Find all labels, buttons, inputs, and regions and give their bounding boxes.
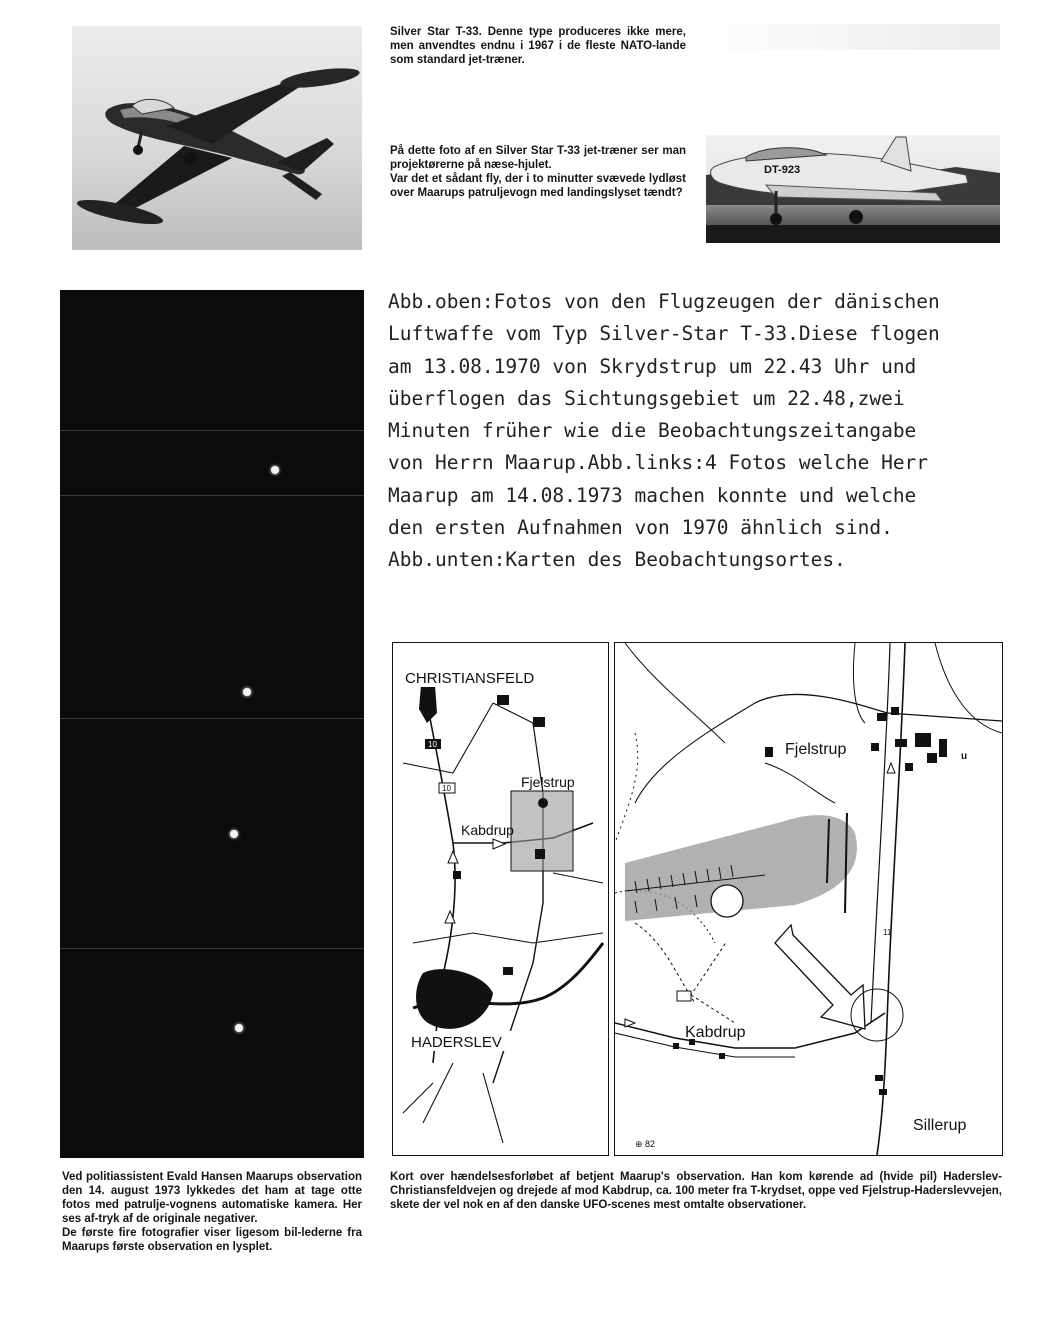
label-fjelstrup: Fjelstrup	[521, 774, 575, 790]
light-spot	[271, 466, 279, 474]
caption-silver-star-1: Silver Star T-33. Denne type produceres ikke mere, men anvendtes endnu i 1967 i de fleste NATO-lande som standard jet-træner.	[390, 26, 686, 66]
label-christiansfeld: CHRISTIANSFELD	[405, 670, 535, 687]
label-haderslev: HADERSLEV	[411, 1034, 502, 1051]
negative-film-strip	[60, 290, 364, 1158]
plane-marking: DT-923	[764, 164, 801, 176]
caption-film-strip: Ved politiassistent Evald Hansen Maarups observation den 14. august 1973 lykkedes det ham at tage otte fotos med patrulje-vognens automatiske kamera. Her ses af-tryk af de originale negativer. De første fire fotografier viser ligesom bil-lederne fra Maarups første observation en lysplet.	[62, 1171, 362, 1253]
t33-ground-illustration	[706, 135, 1000, 243]
map-overview	[392, 642, 609, 1156]
light-spot	[243, 688, 251, 696]
label-kabdrup: Kabdrup	[685, 1024, 746, 1041]
caption-maps: Kort over hændelsesforløbet af betjent Maarup's observation. Han kom kørende ad (hvide pil) Haderslev-Christiansfeldvejen og drejede af mod Kabdrup, ca. 100 meter fra T-krydset, oppe ved Fjelstrup-Haderslevvejen, skete der vel nok en af den danske UFO-scenes mest omtalte observationer.	[390, 1171, 1002, 1211]
road-number-10: 10	[442, 784, 451, 793]
label-u: u	[961, 751, 968, 762]
label-sillerup: Sillerup	[913, 1117, 967, 1134]
german-typewritten-note: Abb.oben:Fotos von den Flugzeugen der dänischen Luftwaffe vom Typ Silver-Star T-33.Diese flogen am 13.08.1970 von Skrydstrup um 22.43 Uhr und überflogen das Sichtungsgebiet um 22.48,zwei Minuten früher wie die Beobachtungszeitangabe von Herrn Maarup.Abb.links:4 Fotos welche Herr Maarup am 14.08.1973 machen konnte und welche den ersten Aufnahmen von 1970 ähnlich sind. Abb.unten:Karten des Beobachtungsortes.	[388, 290, 940, 572]
frame-divider	[60, 948, 364, 949]
caption-silver-star-2: På dette foto af en Silver Star T-33 jet-træner ser man projektørerne på næse-hjulet. Var det et sådant fly, der i to minutter svævede lydløst over Maarups patruljevogn med landingslyset tændt?	[390, 145, 686, 199]
light-spot	[230, 830, 238, 838]
map-detail	[614, 642, 1003, 1156]
elevation-marker: ⊕ 82	[635, 1139, 656, 1149]
photo-t33-ground	[706, 135, 1000, 243]
label-kabdrup: Kabdrup	[461, 822, 514, 838]
map-detail-drawing	[615, 643, 1002, 1155]
frame-divider	[60, 495, 364, 496]
map-overview-drawing	[393, 643, 608, 1155]
frame-divider	[60, 718, 364, 719]
t33-flight-illustration	[72, 26, 362, 250]
light-spot	[235, 1024, 243, 1032]
road-number-10: 10	[428, 740, 437, 749]
photo-t33-flight	[72, 26, 362, 250]
label-fjelstrup: Fjelstrup	[785, 741, 847, 758]
frame-divider	[60, 430, 364, 431]
scan-shadow	[690, 24, 1000, 50]
label-road-11: 11	[883, 928, 892, 937]
